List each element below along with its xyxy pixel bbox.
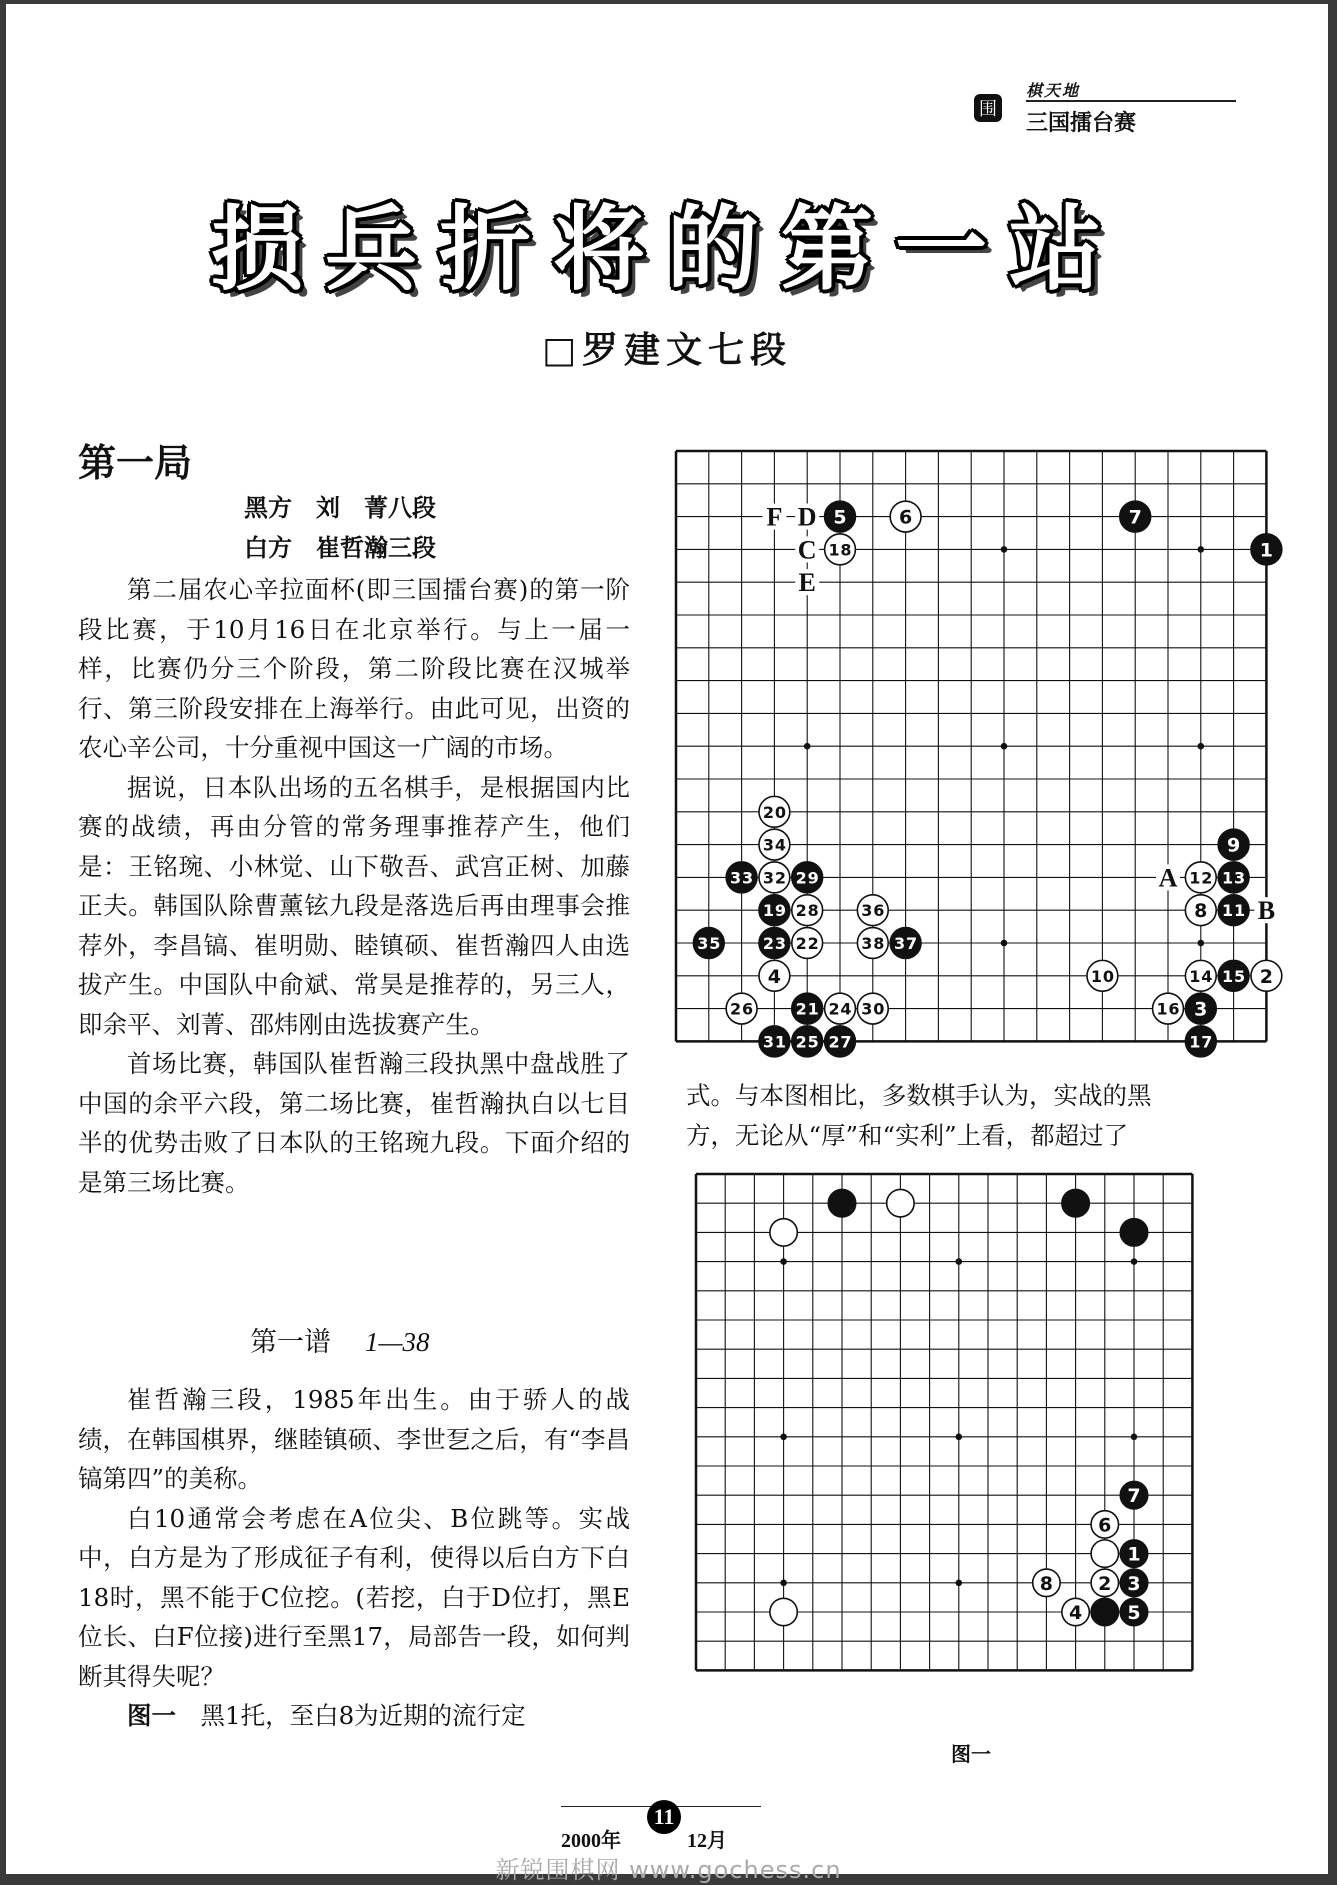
star-point bbox=[1198, 743, 1205, 750]
white-stone bbox=[792, 895, 823, 926]
white-stone bbox=[759, 796, 790, 827]
move-number: 7 bbox=[1127, 1485, 1141, 1508]
figure-caption: 图一 bbox=[951, 1742, 991, 1766]
black-stone bbox=[693, 928, 724, 959]
move-number: 37 bbox=[894, 934, 918, 953]
star-point bbox=[780, 1258, 787, 1265]
position-label: E bbox=[798, 568, 816, 598]
white-stone bbox=[825, 993, 856, 1024]
move-number: 10 bbox=[1090, 966, 1114, 986]
black-stone bbox=[828, 1189, 855, 1216]
position-label: C bbox=[797, 535, 817, 565]
move-number: 4 bbox=[1068, 1602, 1083, 1624]
white-stone bbox=[1033, 1569, 1060, 1596]
move-number: 9 bbox=[1226, 834, 1241, 857]
black-stone bbox=[1120, 1540, 1147, 1567]
move-number: 6 bbox=[1098, 1514, 1112, 1537]
move-number: 27 bbox=[828, 1032, 852, 1052]
star-point bbox=[1001, 940, 1008, 947]
move-number: 18 bbox=[828, 540, 852, 560]
move-number: 29 bbox=[795, 868, 819, 888]
star-point bbox=[780, 1434, 787, 1441]
move-number: 33 bbox=[730, 868, 754, 888]
star-point bbox=[956, 1434, 963, 1441]
white-stone bbox=[792, 928, 823, 959]
move-number: 4 bbox=[767, 965, 782, 988]
move-number: 6 bbox=[898, 506, 913, 529]
white-stone bbox=[1091, 1540, 1118, 1567]
black-stone bbox=[1218, 895, 1249, 926]
position-label: B bbox=[1257, 896, 1276, 926]
move-number: 13 bbox=[1222, 868, 1246, 888]
black-stone bbox=[726, 862, 757, 893]
move-number: 8 bbox=[1194, 900, 1208, 923]
move-number: 20 bbox=[762, 802, 786, 822]
right-column-text bbox=[686, 1076, 1246, 1156]
paragraph: 白10通常会考虑在A位尖、B位跳等。实战中，白方是为了形成征子有利，使得以后白方下白18时，黑不能于C位挖。(若挖，白于D位打，黑E位长、白F位接)进行至黑17，局部告一段，如何判断其得失呢？ bbox=[78, 1503, 630, 1691]
white-stone bbox=[1087, 960, 1118, 991]
position-label: A bbox=[1158, 863, 1178, 893]
white-stone bbox=[857, 993, 888, 1024]
white-stone bbox=[887, 1189, 914, 1216]
white-stone bbox=[857, 928, 888, 959]
move-number: 2 bbox=[1098, 1572, 1112, 1595]
move-number: 24 bbox=[828, 999, 852, 1019]
black-stone bbox=[1091, 1598, 1118, 1625]
logo-text: 围 bbox=[979, 99, 997, 120]
white-stone bbox=[1153, 993, 1184, 1024]
star-point bbox=[1131, 1258, 1138, 1265]
black-stone bbox=[759, 1026, 790, 1057]
page bbox=[6, 4, 1328, 1874]
black-stone bbox=[825, 1026, 856, 1057]
black-stone bbox=[792, 993, 823, 1024]
star-point bbox=[1198, 546, 1205, 553]
white-player: 白方 崔哲瀚三段 bbox=[244, 534, 436, 562]
star-point bbox=[1198, 940, 1205, 947]
move-number: 1 bbox=[1259, 539, 1274, 562]
go-board-main bbox=[670, 445, 1276, 1052]
star-point bbox=[1001, 743, 1008, 750]
paragraph: 据说，日本队出场的五名棋手，是根据国内比赛的战绩，再由分管的常务理事推荐产生，他们是：王铭琬、小林觉、山下敬吾、武宫正树、加藤正夫。韩国队除曹薰铉九段是落选后再由理事会推荐外，李昌镐、崔明勋、睦镇硕、崔哲瀚四人由选拔产生。中国队中俞斌、常昊是推荐的，另三人，即余平、刘菁、邵炜刚由选拔赛产生。 bbox=[78, 772, 630, 1039]
move-number: 16 bbox=[1156, 999, 1180, 1019]
move-number: 23 bbox=[762, 934, 786, 953]
intro-text bbox=[78, 570, 630, 1202]
move-number: 5 bbox=[1127, 1602, 1141, 1624]
black-stone bbox=[1218, 862, 1249, 893]
star-point bbox=[956, 1258, 963, 1265]
star-point bbox=[804, 743, 811, 750]
white-stone bbox=[1185, 895, 1216, 926]
white-stone bbox=[770, 1219, 797, 1246]
page-number: 11 bbox=[647, 1800, 681, 1834]
move-number: 36 bbox=[861, 901, 885, 921]
move-number: 5 bbox=[833, 506, 847, 529]
move-number: 19 bbox=[762, 901, 786, 921]
game-record-heading bbox=[250, 1320, 430, 1359]
commentary-text bbox=[78, 1380, 630, 1736]
paragraph: 首场比赛，韩国队崔哲瀚三段执黑中盘战胜了中国的余平六段，第二场比赛，崔哲瀚执白以七目半的优势击败了日本队的王铭琬九段。下面介绍的是第三场比赛。 bbox=[78, 1049, 630, 1197]
white-stone bbox=[1185, 960, 1216, 991]
white-stone bbox=[1062, 1598, 1089, 1625]
move-number: 14 bbox=[1189, 966, 1213, 986]
star-point bbox=[1131, 1434, 1138, 1441]
text-line: 式。与本图相比，多数棋手认为，实战的黑 bbox=[686, 1081, 1152, 1110]
move-number: 15 bbox=[1222, 966, 1246, 986]
move-number: 3 bbox=[1127, 1572, 1141, 1595]
star-point bbox=[1001, 546, 1008, 553]
star-point bbox=[956, 1580, 963, 1587]
black-stone bbox=[1251, 534, 1282, 565]
black-player: 黑方 刘 菁八段 bbox=[244, 494, 436, 522]
black-stone bbox=[1120, 501, 1151, 532]
black-stone bbox=[1185, 1026, 1216, 1057]
move-number: 26 bbox=[730, 999, 754, 1019]
move-number: 28 bbox=[795, 901, 819, 921]
white-stone bbox=[1091, 1569, 1118, 1596]
move-number: 8 bbox=[1039, 1572, 1054, 1595]
white-stone bbox=[759, 960, 790, 991]
header-rule bbox=[1026, 100, 1236, 102]
figure-reference: 图一 bbox=[127, 1701, 176, 1730]
text-line: 方，无论从“厚”和“实利”上看，都超过了 bbox=[686, 1121, 1129, 1150]
move-number: 2 bbox=[1259, 965, 1274, 988]
black-stone bbox=[1218, 960, 1249, 991]
go-board-figure-1 bbox=[692, 1170, 1234, 1710]
move-number: 34 bbox=[762, 835, 786, 855]
paragraph bbox=[78, 1696, 630, 1736]
move-number: 1 bbox=[1127, 1543, 1141, 1566]
move-number: 12 bbox=[1189, 868, 1213, 888]
black-stone bbox=[759, 895, 790, 926]
white-stone bbox=[726, 993, 757, 1024]
black-stone bbox=[1218, 829, 1249, 860]
paragraph: 第二届农心辛拉面杯(即三国擂台赛)的第一阶段比赛，于10月16日在北京举行。与上一届一样，比赛仍分三个阶段，第二阶段比赛在汉城举行、第三阶段安排在上海举行。由此可见，出资的农心辛公司，十分重视中国这一广阔的市场。 bbox=[78, 575, 630, 762]
article-title: 损兵折将的第一站 bbox=[210, 196, 1123, 303]
black-stone bbox=[1120, 1598, 1147, 1625]
white-stone bbox=[890, 501, 921, 532]
figure-text: 黑1托，至白8为近期的流行定 bbox=[176, 1701, 526, 1730]
players-block bbox=[244, 488, 436, 568]
white-stone bbox=[770, 1598, 797, 1625]
black-stone bbox=[759, 928, 790, 959]
move-number: 21 bbox=[795, 999, 819, 1019]
black-stone bbox=[792, 862, 823, 893]
move-number: 22 bbox=[795, 934, 819, 953]
white-stone bbox=[759, 829, 790, 860]
move-number: 7 bbox=[1128, 506, 1142, 529]
move-number: 11 bbox=[1222, 901, 1246, 921]
record-range: 1—38 bbox=[365, 1327, 430, 1357]
column-name: 棋天地 bbox=[1026, 81, 1081, 100]
white-stone bbox=[825, 534, 856, 565]
move-number: 31 bbox=[762, 1032, 786, 1052]
footer-month: 12月 bbox=[687, 1830, 727, 1852]
move-number: 35 bbox=[697, 934, 721, 953]
move-number: 25 bbox=[795, 1032, 819, 1052]
black-stone bbox=[1120, 1219, 1147, 1246]
white-stone bbox=[1185, 862, 1216, 893]
white-stone bbox=[759, 862, 790, 893]
white-stone bbox=[1091, 1511, 1118, 1538]
position-label: D bbox=[797, 502, 817, 532]
move-number: 3 bbox=[1194, 998, 1208, 1021]
white-stone bbox=[1251, 960, 1282, 991]
paragraph: 崔哲瀚三段，1985年出生。由于骄人的战绩，在韩国棋界，继睦镇硕、李世乭之后，有“李昌镐第四”的美称。 bbox=[78, 1385, 630, 1493]
white-stone bbox=[857, 895, 888, 926]
black-stone bbox=[890, 928, 921, 959]
black-stone bbox=[1062, 1189, 1089, 1216]
black-stone bbox=[1185, 993, 1216, 1024]
column-subtitle: 三国擂台赛 bbox=[1026, 111, 1137, 136]
record-label: 第一谱 bbox=[250, 1327, 331, 1358]
black-stone bbox=[825, 501, 856, 532]
footer-year: 2000年 bbox=[561, 1830, 621, 1852]
watermark: 新锐围棋网 www.gochess.cn bbox=[495, 1856, 842, 1884]
star-point bbox=[780, 1580, 787, 1587]
position-label: F bbox=[766, 502, 783, 532]
section-title: 第一局 bbox=[78, 441, 193, 485]
black-stone bbox=[1120, 1569, 1147, 1596]
magazine-logo-icon bbox=[972, 92, 1004, 124]
black-stone bbox=[792, 1026, 823, 1057]
move-number: 32 bbox=[762, 868, 786, 888]
move-number: 17 bbox=[1189, 1032, 1213, 1052]
move-number: 38 bbox=[861, 934, 885, 953]
move-number: 30 bbox=[861, 999, 885, 1019]
black-stone bbox=[1120, 1481, 1147, 1508]
article-author: □罗建文七段 bbox=[541, 329, 792, 371]
